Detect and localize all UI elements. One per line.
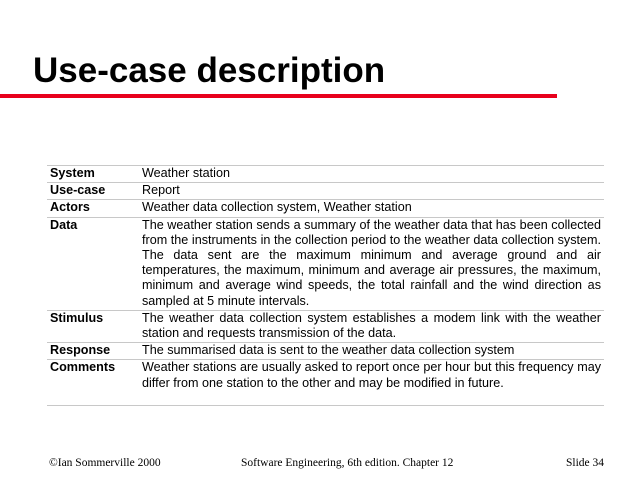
row-value-response: The summarised data is sent to the weather data collection system <box>139 343 604 360</box>
row-label-stimulus: Stimulus <box>47 310 139 342</box>
footer-book-title: Software Engineering, 6th edition. Chapter 12 <box>241 457 454 469</box>
table-row <box>47 343 604 360</box>
row-value-system: Weather station <box>139 166 604 183</box>
table-row <box>47 360 604 405</box>
row-value-comments: Weather stations are usually asked to report once per hour but this frequency may differ from one station to the other and may be modified in future. <box>139 360 604 405</box>
footer-copyright: ©Ian Sommerville 2000 <box>49 457 161 469</box>
table-row <box>47 310 604 342</box>
row-label-data: Data <box>47 217 139 310</box>
footer-slide-number: Slide 34 <box>565 457 604 469</box>
row-label-system: System <box>47 166 139 183</box>
row-label-comments: Comments <box>47 360 139 405</box>
row-label-response: Response <box>47 343 139 360</box>
row-value-data: The weather station sends a summary of the weather data that has been collected from the instruments in the collection period to the weather data collection system. The data sent are the maximum minimum and average ground and air temperatures, the maximum, minimum and average air pressures, the maximum, minimum and average wind speeds, the total rainfall and the wind direction as sampled at 5 minute intervals. <box>139 217 604 310</box>
row-value-use-case: Report <box>139 183 604 200</box>
row-value-actors: Weather data collection system, Weather station <box>139 200 604 217</box>
slide-title: Use-case description <box>33 51 386 90</box>
row-value-stimulus: The weather data collection system establishes a modem link with the weather station and requests transmission of the data. <box>139 310 604 342</box>
table-row <box>47 200 604 217</box>
row-label-use-case: Use-case <box>47 183 139 200</box>
use-case-table <box>47 165 604 406</box>
title-underline <box>0 94 557 98</box>
table-row <box>47 217 604 310</box>
table-row <box>47 166 604 183</box>
table-row <box>47 183 604 200</box>
row-label-actors: Actors <box>47 200 139 217</box>
